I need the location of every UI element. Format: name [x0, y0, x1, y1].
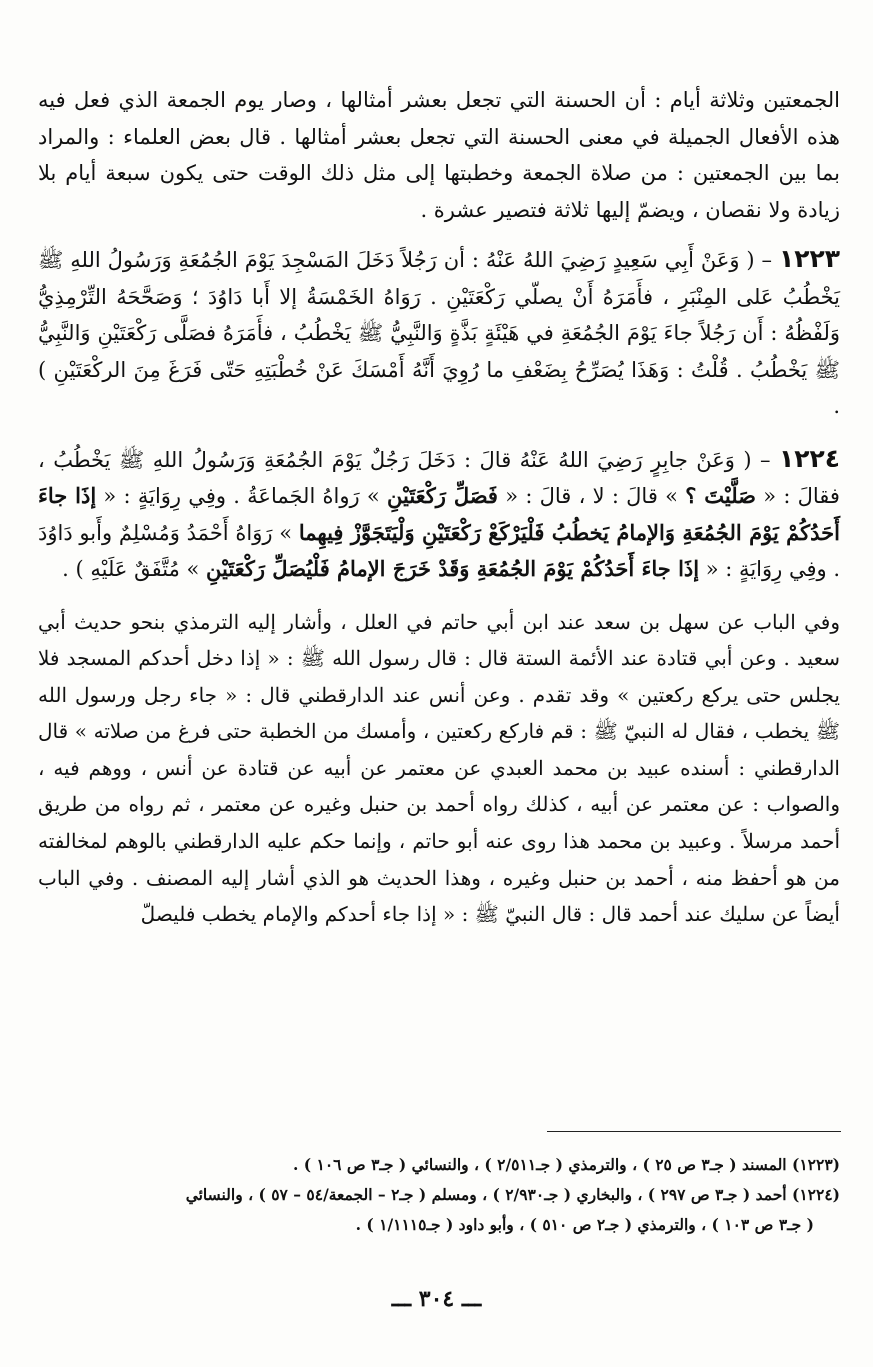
- commentary-paragraph: وفي الباب عن سهل بن سعد عند ابن أبي حاتم في العلل ، وأشار إليه الترمذي بنحو حديث أبي سعيد . وعن أبي قتادة عند الأئمة الستة قال : قال رسول الله ﷺ : « إذا دخل أحدكم المسجد فلا يجلس حتى يركع ركعتين » وقد تقدم . وعن أنس عند الدارقطني قال : « جاء رجل ورسول الله ﷺ يخطب ، فقال له النبيّ ﷺ : قم فاركع ركعتين ، وأمسك من الخطبة حتى فرغ من صلاته » قال الدارقطني : أسنده عبيد بن محمد العبدي عن معتمر عن أبيه عن قتادة عن أنس ، ووهم فيه ، والصواب : عن معتمر عن أبيه ، كذلك رواه أحمد بن حنبل وغيره عن معتمر ، ثم رواه من طريق أحمد مرسلاً . وعبيد بن محمد هذا روى عنه أبو حاتم ، وإنما حكم عليه الدارقطني بالوهم لمخالفته من هو أحفظ منه ، أحمد بن حنبل وغيره ، وهذا الحديث هو الذي أشار إليه المصنف . وفي الباب أيضاً عن سليك عند أحمد قال : قال النبيّ ﷺ : « إذا جاء أحدكم والإمام يخطب فليصلّ: [38, 609, 840, 927]
- footnote-1224-continued: ( جـ٣ ص ١٠٣ ) ، والترمذي ( جـ٢ ص ٥١٠ ) ، وأبو داود ( جـ١/١١١٥ ) .: [355, 1215, 814, 1234]
- footnotes: [38, 1150, 840, 1240]
- hadith-text: » رَوَاهُ أَحْمَدُ وَمُسْلِمٌ وأَبو دَاوُدَ . وفِي رِوَايَةٍ : «: [38, 520, 840, 581]
- page-body: [38, 82, 840, 933]
- hadith-text: » مُتَّفَقٌ عَلَيْهِ ) .: [62, 557, 207, 581]
- hadith-1224: [38, 441, 840, 588]
- page-number-dash: ـــ: [461, 1286, 482, 1312]
- prophetic-quote: فَصَلِّ رَكْعَتَيْنِ: [387, 483, 498, 508]
- footnote-1224: (١٢٢٤) أحمد ( جـ٣ ص ٢٩٧ ) ، والبخاري ( جـ٢/٩٣٠ ) ، ومسلم ( جـ٢ – الجمعة/٥٤ – ٥٧ ) ، والنسائي: [185, 1185, 840, 1204]
- intro-paragraph: الجمعتين وثلاثة أيام : أن الحسنة التي تجعل بعشر أمثالها ، وصار يوم الجمعة الذي فعل فيه هذه الأفعال الجميلة في معنى الحسنة التي تجعل بعشر أمثالها . قال بعض العلماء : والمراد بما بين الجمعتين : من صلاة الجمعة وخطبتها إلى مثل ذلك الوقت حتى يكون سبعة أيام بلا زيادة ولا نقصان ، ويضمّ إليها ثلاثة فتصير عشرة .: [38, 88, 840, 222]
- hadith-text: – ( وَعَنْ أَبِي سَعِيدٍ رَضِيَ اللهُ عَنْهُ : أن رَجُلاً دَخَلَ المَسْجِدَ يَوْمَ الجُمُعَةِ وَرَسُولُ اللهِ ﷺ يَخْطُبُ عَلى المِنْبَرِ ، فأَمَرَهُ أَنْ يصلّي رَكْعَتَيْنِ . رَوَاهُ الخَمْسَةُ إلا أَبا دَاوُدَ ؛ وَصَحَّحَهُ التِّرْمِذِيُّ وَلَفْظُهُ : أَن رَجُلاً جاءَ يَوْمَ الجُمُعَةِ في هَيْئَةٍ بَذَّةٍ وَالنَّبِيُّ ﷺ يَخْطُبُ ، فأَمَرَهُ فصَلَّى رَكْعَتَيْنِ وَالنَّبِيُّ ﷺ يَخْطُبُ . قُلْتُ : وَهَذَا يُصَرِّحُ بِضَعْفِ ما رُوِيَ أَنَّهُ أَمْسَكَ عَنْ خُطْبَتِهِ حَتّى فَرَغَ مِنَ الركْعَتَيْنِ ) .: [38, 248, 840, 418]
- hadith-1223: [38, 241, 840, 425]
- hadith-text: – ( وَعَنْ جابِرٍ رَضِيَ اللهُ عَنْهُ قالَ : دَخَلَ رَجُلٌ يَوْمَ الجُمُعَةِ وَرَسُولُ اللهِ ﷺ يَخْطُبُ ، فقالَ : «: [38, 447, 840, 508]
- hadith-number: ١٢٢٣: [778, 244, 840, 273]
- page-number-block: [0, 1286, 873, 1312]
- prophetic-quote: صَلَّيْتَ ؟: [685, 483, 756, 508]
- hadith-text: » رَواهُ الجَماعَةُ . وفِي رِوَايَةٍ : «: [96, 484, 387, 508]
- footnote-1223: (١٢٢٣) المسند ( جـ٣ ص ٢٥ ) ، والترمذي ( جـ٢/٥١١ ) ، والنسائي ( جـ٣ ص ١٠٦ ) .: [293, 1155, 840, 1174]
- footnote-divider: [547, 1131, 841, 1132]
- prophetic-quote: إذَا جاءَ أَحَدُكُمْ يَوْمَ الجُمُعَةِ وَالإمامُ يَخطُبُ فَلْيَرْكَعْ رَكْعَتَيْنِ وَلْيَتَجَوَّزْ فِيهِما: [38, 483, 840, 545]
- page-number: ٣٠٤: [418, 1286, 455, 1312]
- hadith-text: » قالَ : لا ، قالَ : «: [497, 484, 686, 508]
- prophetic-quote: إذَا جاءَ أَحَدُكُمْ يَوْمَ الجُمُعَةِ وَقَدْ خَرَجَ الإمامُ فَلْيُصَلِّ رَكْعَتَيْنِ: [206, 556, 700, 581]
- page-number-dash: ـــ: [391, 1286, 412, 1312]
- hadith-number: ١٢٢٤: [778, 443, 840, 473]
